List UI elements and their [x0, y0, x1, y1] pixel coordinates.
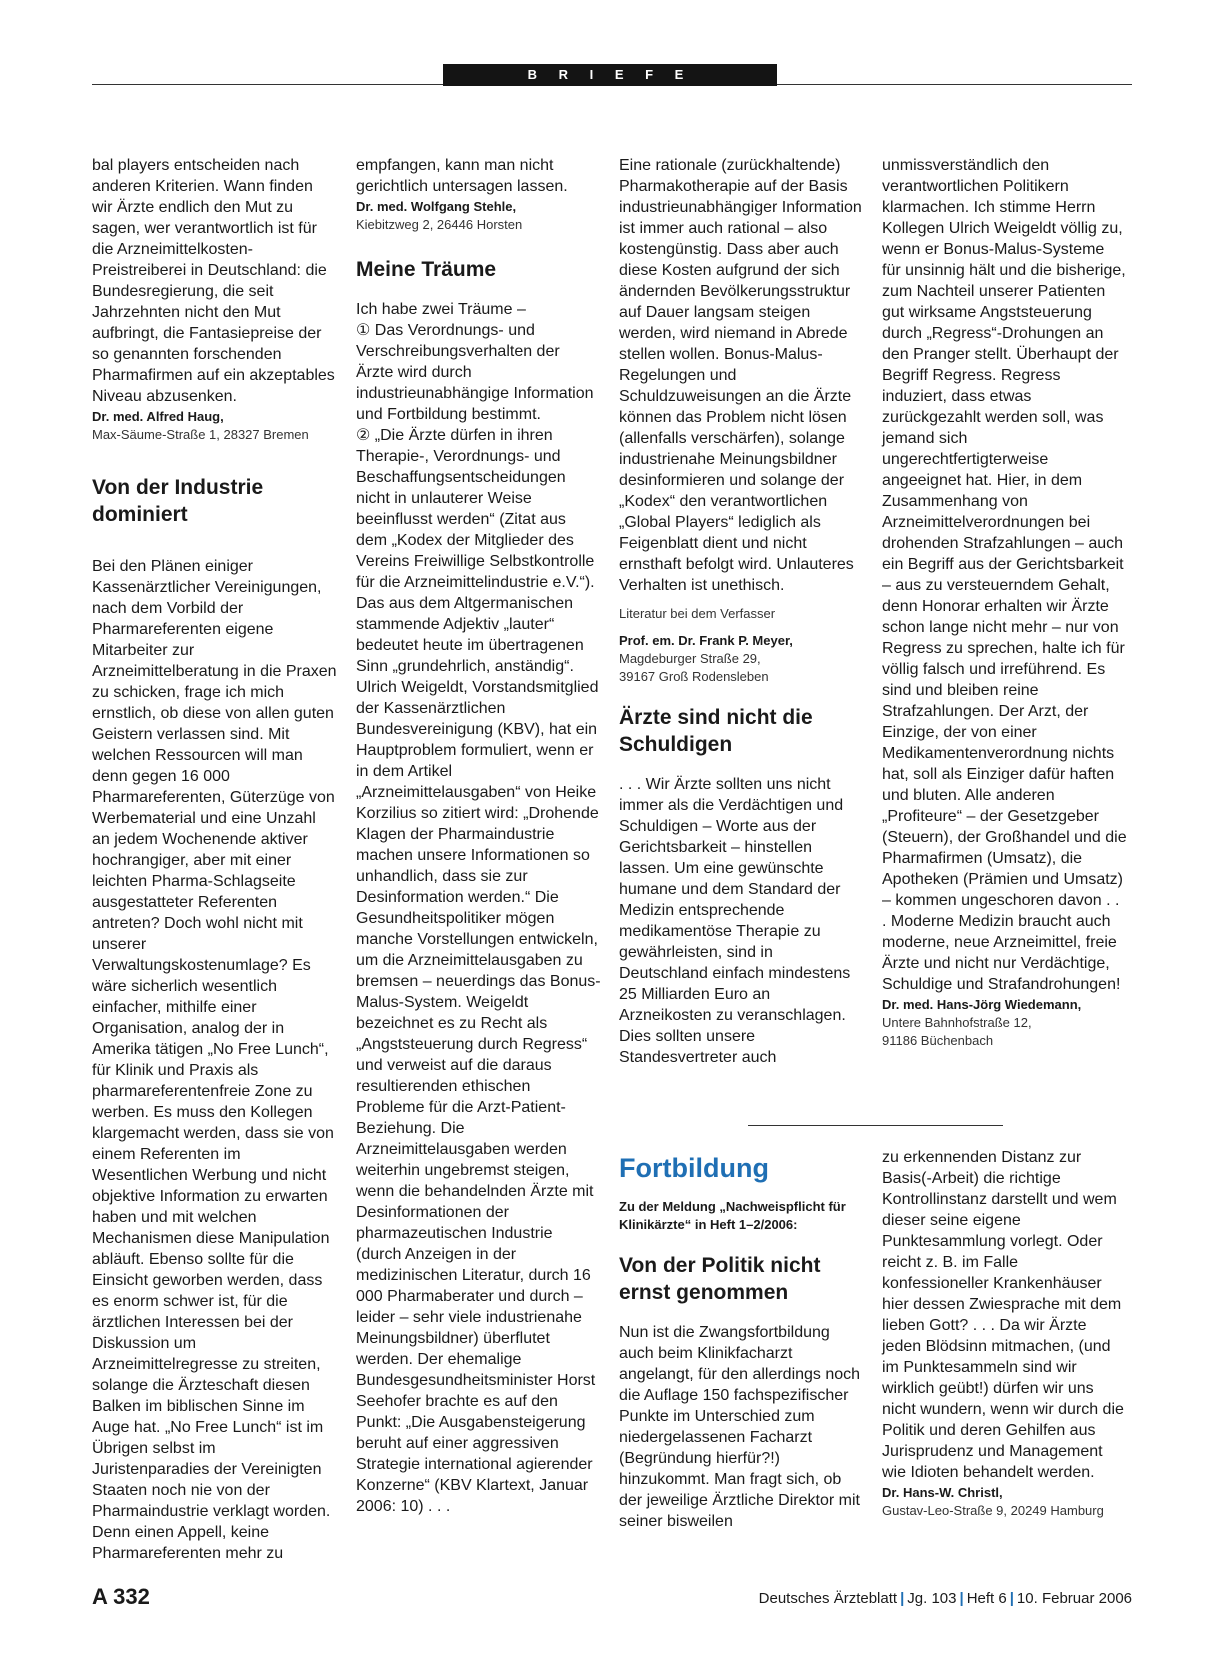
letter-address: Max-Säume-Straße 1, 28327 Bremen [92, 427, 309, 442]
letter-address: 91186 Büchenbach [882, 1033, 994, 1048]
section-separator [748, 1125, 1003, 1126]
letter-text: Nun ist die Zwangsfortbildung auch beim Klinikfacharzt angelangt, für den allerdings noch die Auflage 150 fachspezifischer Punkte im Unterschied zum niedergelassenen Facharzt (Begründung hierfür?!) hinzukommt. Man fragt sich, ob der jeweilige Ärztliche Direktor mit seiner bisweilen [619, 1324, 861, 1530]
column-1 [92, 155, 337, 1564]
letter-address: Kiebitzweg 2, 26446 Horsten [356, 217, 523, 232]
footer-divider: | [900, 1590, 905, 1607]
journal-volume: Jg. 103 [907, 1590, 957, 1607]
section-label: B R I E F E [443, 64, 777, 86]
fortbildung-column-3 [619, 1198, 864, 1532]
letter-author: Dr. med. Wolfgang Stehle, [356, 199, 517, 214]
letter-author: Dr. med. Alfred Haug, [92, 409, 224, 424]
letter-text: Eine rationale (zurückhaltende) Pharmakotherapie auf der Basis industrieunabhängiger Information ist immer auch rational – also kostengünstig. Dass aber auch diese Kosten aufgrund der sich ändernden Bevölkerungsstruktur auf Dauer langsam steigen werden, wird niemand in Abrede stellen wollen. Bonus-Malus-Regelungen und Schuldzuweisungen an die Ärzte können das Problem nicht lösen (allenfalls verschärfen), solange industrienahe Meinungsbildner desinformieren und solange der „Kodex“ den verantwortlichen „Global Players“ lediglich als Feigenblatt dient und nicht ernsthaft befolgt wird. Unlauteres Verhalten ist unethisch. [619, 157, 862, 594]
letter-text: Bei den Plänen einiger Kassenärztlicher Vereinigungen, nach dem Vorbild der Pharmareferenten eigene Mitarbeiter zur Arzneimittelberatung in die Praxen zu schicken, frage ich mich ernstlich, ob diese von allen guten Geistern verlassen sind. Mit welchen Ressourcen will man denn gegen 16 000 Pharmareferenten, Güterzüge von Werbematerial und eine Unzahl an jedem Wochenende aktiver hochrangiger, aber mit einer leichten Pharma-Schlagseite ausgestatteter Referenten antreten? Doch wohl nicht mit unserer Verwaltungskostenumlage? Es wäre sicherlich wesentlich einfacher, mithilfe einer Organisation, analog der in Amerika tätigen „No Free Lunch“, für Klinik und Praxis als pharmareferentenfreie Zone zu werben. Es muss den Kollegen klargemacht werden, dass sie von einem Referenten im Wesentlichen Werbung und nicht objektive Information zu erwarten haben und mit welchen Mechanismen diese Manipulation abläuft. Ebenso sollte für die Einsicht geworben werden, dass es enorm schwer ist, für die ärztlichen Interessen bei der Diskussion um Arzneimittelregresse zu streiten, solange die Ärzteschaft diesen Balken im biblischen Sinne im Auge hat. „No Free Lunch“ ist im Übrigen selbst im Juristenparadies der Vereinigten Staaten noch nie von der Pharmaindustrie verklagt worden. Denn einen Appell, keine Pharmareferenten mehr zu [92, 558, 337, 1562]
letter-address: Untere Bahnhofstraße 12, [882, 1015, 1032, 1030]
letter-author: Prof. em. Dr. Frank P. Meyer, [619, 633, 793, 648]
letter-author: Dr. Hans-W. Christl, [882, 1485, 1003, 1500]
letter-address: Magdeburger Straße 29, [619, 651, 761, 666]
letter-text: empfangen, kann man nicht gerichtlich untersagen lassen. [356, 157, 568, 195]
letter-heading: Von der Politik nicht ernst genommen [619, 1254, 821, 1304]
footer-divider: | [1009, 1590, 1014, 1607]
letter-text: ② „Die Ärzte dürfen in ihren Therapie-, Verordnungs- und Beschaffungsentscheidungen nicht in unlauterer Weise beeinflusst werden“ (Zitat aus dem „Kodex der Mitglieder des Vereins Freiwillige Selbstkontrolle für die Arzneimittelindustrie e.V.“). Das aus dem Altgermanischen stammende Adjektiv „lauter“ bedeutet heute im übertragenen Sinn „grundehrlich, anständig“. Ulrich Weigeldt, Vorstandsmitglied der Kassenärztlichen Bundesvereinigung (KBV), hat ein Hauptproblem formuliert, wenn er in dem Artikel „Arzneimittelausgaben“ von Heike Korzilius so zitiert wird: „Drohende Klagen der Pharmaindustrie machen unsere Informationen so unhandlich, dass sie zur Desinformation werden.“ Die Gesundheitspolitiker mögen manche Vorstellungen entwickeln, um die Arzneimittelausgaben zu bremsen – neuerdings das Bonus-Malus-System. Weigeldt bezeichnet es zu Recht als „Angststeuerung durch Regress“ und verweist auf die daraus resultierenden ethischen Probleme für die Arzt-Patient-Beziehung. Die Arzneimittelausgaben werden weiterhin ungebremst steigen, wenn die behandelnden Ärzte mit Desinformationen der pharmazeutischen Industrie (durch Anzeigen in der medizinischen Literatur, durch 16 000 Pharmaberater und durch – leider – sehr viele industrienahe Meinungsbildner) überflutet werden. Der ehemalige Bundesgesundheitsminister Horst Seehofer brachte es auf den Punkt: „Die Ausgabensteigerung beruht auf einer aggressiven Strategie international agierender Konzerne“ (KBV Klartext, Januar 2006: 10) . . . [356, 427, 601, 1515]
column-4 [882, 155, 1127, 1050]
letter-address: 39167 Groß Rodensleben [619, 669, 769, 684]
letter-address: Gustav-Leo-Straße 9, 20249 Hamburg [882, 1503, 1104, 1518]
footer-divider: | [959, 1590, 964, 1607]
footer-meta [759, 1590, 1132, 1607]
letter-text: unmissverständlich den verantwortlichen Politikern klarmachen. Ich stimme Herrn Kollegen Ulrich Weigeldt völlig zu, wenn er Bonus-Malus-Systeme für unsinnig hält und die bisherige, zum Nachteil unserer Patienten gut wirksame Angststeuerung durch „Regress“-Drohungen an den Pranger stellt. Überhaupt der Begriff Regress. Regress induziert, dass etwas zurückgezahlt werden soll, was jemand sich ungerechtfertigterweise angeeignet hat. Hier, in dem Zusammenhang von Arzneimittelverordnungen bei drohenden Strafzahlungen – auch ein Begriff aus der Gerichtsbarkeit – aus zu versteuerndem Gehalt, denn Honorar erhalten wir Ärzte schon lange nicht mehr – nur von Regress zu sprechen, halte ich für völlig falsch und irreführend. Es sind und bleiben reine Strafzahlungen. Der Arzt, der Einzige, der von einer Medikamentenverordnung nichts hat, soll als Einziger dafür haften und bluten. Alle anderen „Profiteure“ – der Gesetzgeber (Steuern), der Großhandel und die Pharmafirmen (Umsatz), die Apotheken (Prämien und Umsatz) – kommen ungeschoren davon . . . Moderne Medizin braucht auch moderne, neue Arzneimittel, freie Ärzte und nicht nur Verdächtige, Schuldige und Strafandrohungen! [882, 157, 1127, 993]
fortbildung-title: Fortbildung [619, 1153, 769, 1183]
letter-heading: Von der Industrie dominiert [92, 476, 264, 526]
journal-date: 10. Februar 2006 [1016, 1590, 1132, 1607]
letter-text: bal players entscheiden nach anderen Kriterien. Wann finden wir Ärzte endlich den Mut zu sagen, wer verantwortlich ist für die Arzneimittelkosten-Preistreiberei in Deutschland: die Bundesregierung, die seit Jahrzehnten nicht den Mut aufbringt, die Fantasiepreise der so genannten forschenden Pharmafirmen auf ein akzeptables Niveau abzusenken. [92, 157, 335, 405]
letter-author: Dr. med. Hans-Jörg Wiedemann, [882, 997, 1082, 1012]
column-2 [356, 155, 601, 1517]
letter-text: . . . Wir Ärzte sollten uns nicht immer als die Verdächtigen und Schuldigen – Worte aus der Gerichtsbarkeit – hinstellen lassen. Um eine gewünschte humane und dem Standard der Medizin entsprechende medikamentöse Therapie zu gewährleisten, sind in Deutschland einfach mindestens 25 Milliarden Euro an Arzneikosten zu veranschlagen. Dies sollten unsere Standesvertreter auch [619, 776, 851, 1066]
column-3 [619, 155, 864, 1068]
letter-text: ① Das Verordnungs- und Verschreibungsverhalten der Ärzte wird durch industrieunabhängige Information und Fortbildung bestimmt. [356, 322, 594, 423]
letter-intro: Ich habe zwei Träume – [356, 301, 526, 318]
letter-heading: Ärzte sind nicht die Schuldigen [619, 706, 813, 756]
literature-note: Literatur bei dem Verfasser [619, 606, 776, 621]
page-number: A 332 [92, 1584, 150, 1609]
reference-line: Zu der Meldung „Nachweispflicht für Klinikärzte“ in Heft 1–2/2006: [619, 1199, 846, 1232]
letter-heading: Meine Träume [356, 258, 497, 281]
journal-name: Deutsches Ärzteblatt [758, 1590, 898, 1607]
letter-text: zu erkennenden Distanz zur Basis(-Arbeit) die richtige Kontrollinstanz darstellt und wem dieser seine eigene Punktesammlung vorlegt. Oder reicht z. B. im Falle konfessioneller Krankenhäuser hier dessen Zwiesprache mit dem lieben Gott? . . . Da wir Ärzte jeden Blödsinn mitmachen, (und im Punktesammeln sind wir wirklich geübt!) dürfen wir uns nicht wundern, wenn wir durch die Politik und deren Gehilfen aus Jurisprudenz und Management wie Idioten behandelt werden. [882, 1149, 1124, 1481]
journal-issue: Heft 6 [966, 1590, 1007, 1607]
fortbildung-column-4 [882, 1147, 1127, 1520]
